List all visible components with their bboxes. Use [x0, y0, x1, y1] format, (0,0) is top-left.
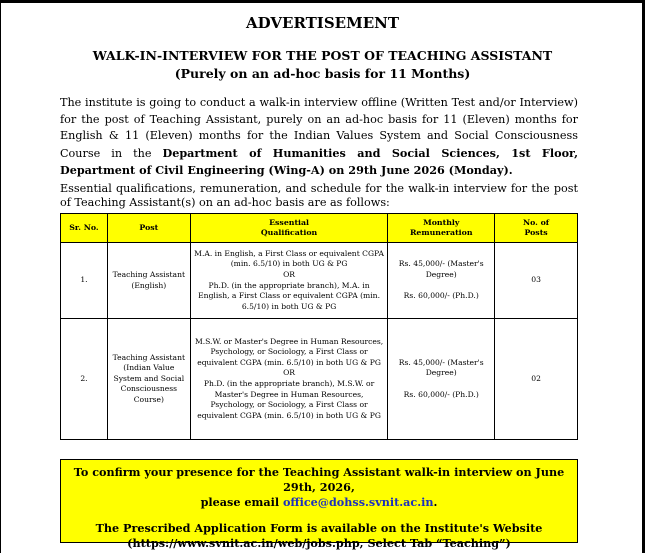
cell-no-of-posts: 02 — [495, 319, 578, 440]
page-border-top — [0, 0, 645, 3]
header-no-of-posts: No. of Posts — [495, 214, 578, 243]
essential-paragraph: Essential qualifications, remuneration, and schedule for the walk-in interview for the post of Teaching Assistant(s) on an ad-hoc basis are as follows: — [60, 182, 578, 209]
intro-text: The institute is going to conduct a walk-in interview offline (Written Test and/or Interview) for the post of Teaching Assistant, purely on an ad-hoc basis for 11 (Eleven) months for English & 11 (Eleven) months for the Indian Values System and Social Consciousness Course in the — [60, 96, 578, 160]
cell-qualification: M.A. in English, a First Class or equivalent CGPA (min. 6.5/10) in both UG & PG OR Ph.D. (in the appropriate branch), M.A. in English, a First Class or equivalent CGPA (min. 6.5/10) in both UG & PG — [190, 243, 388, 319]
notice-line-email: please email office@dohss.svnit.ac.in. — [200, 495, 438, 509]
page-border-left — [0, 0, 1, 553]
email-link[interactable]: office@dohss.svnit.ac.in — [282, 495, 434, 509]
notice-line-confirm: To confirm your presence for the Teaching Assistant walk-in interview on June 29th, 2026, — [73, 465, 565, 494]
header-qualification: Essential Qualification — [190, 214, 388, 243]
schedule-table — [60, 213, 578, 440]
cell-sr-no: 2. — [61, 319, 108, 440]
post-title: WALK-IN-INTERVIEW FOR THE POST OF TEACHING ASSISTANT — [92, 48, 553, 63]
cell-remuneration: Rs. 45,000/- (Master's Degree) Rs. 60,000/- (Ph.D.) — [388, 243, 495, 319]
table-row — [61, 243, 578, 319]
intro-venue: Department of Humanities and Social Sciences, 1st Floor, Department of Civil Engineering (Wing-A) on 29th June 2026 (Monday). — [60, 145, 579, 177]
notice-line-form: The Prescribed Application Form is available on the Institute's Website — [95, 521, 543, 535]
website-link[interactable]: https://www.svnit.ac.in/web/jobs.php — [132, 536, 360, 550]
intro-paragraph — [60, 95, 578, 180]
advertisement-title: ADVERTISEMENT — [245, 14, 399, 32]
post-subtitle: (Purely on an ad-hoc basis for 11 Months) — [174, 66, 471, 81]
header-sr-no: Sr. No. — [61, 214, 108, 243]
cell-post: Teaching Assistant (English) — [107, 243, 190, 319]
notice-line-website: (https://www.svnit.ac.in/web/jobs.php, Select Tab “Teaching”) — [127, 536, 511, 550]
cell-no-of-posts: 03 — [495, 243, 578, 319]
header-post: Post — [107, 214, 190, 243]
cell-qualification: M.S.W. or Master's Degree in Human Resources, Psychology, or Sociology, a First Class or equivalent CGPA (min. 6.5/10) in both UG & PG OR Ph.D. (in the appropriate branch), M.S.W. or Master's Degree in Human Resources, Psychology, or Sociology, a First Class or equivalent CGPA (min. 6.5/10) in both UG & PG — [190, 319, 388, 440]
cell-post: Teaching Assistant (Indian Value System and Social Consciousness Course) — [107, 319, 190, 440]
cell-remuneration: Rs. 45,000/- (Master's Degree) Rs. 60,000/- (Ph.D.) — [388, 319, 495, 440]
header-remuneration: Monthly Remuneration — [388, 214, 495, 243]
cell-sr-no: 1. — [61, 243, 108, 319]
table-header-row — [61, 214, 578, 243]
confirmation-notice — [60, 459, 578, 550]
table-row — [61, 319, 578, 440]
